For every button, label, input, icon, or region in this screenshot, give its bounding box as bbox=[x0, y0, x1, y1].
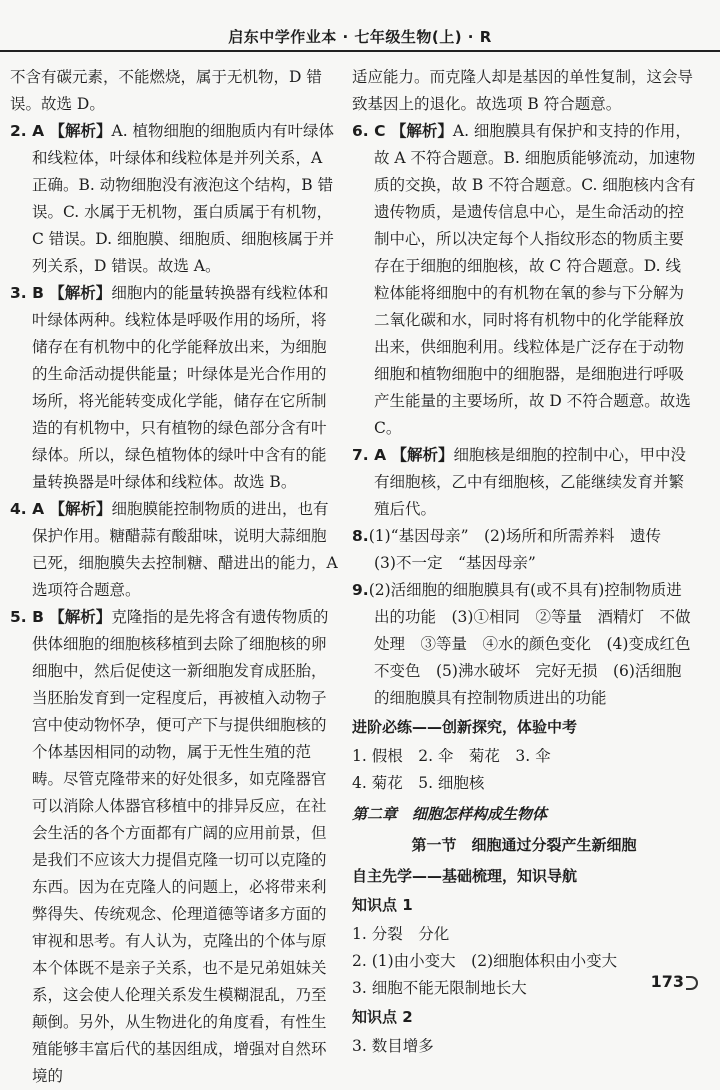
answer-text: 细胞内的能量转换器有线粒体和叶绿体两种。线粒体是呼吸作用的场所，将储存在有机物中的化学能释放出来，为细胞的生命活动提供能量；叶绿体是光合作用的场所，将光能转变成化学能，储存在它所制造的有机物中，只有植物的绿色部分含有叶绿体。所以，绿色植物体的绿叶中含有的能量转换器是叶绿体和线粒体。故选 B。 bbox=[32, 284, 329, 491]
answer-item bbox=[10, 604, 340, 1090]
answer-item bbox=[352, 118, 696, 442]
section-heading: 自主先学——基础梳理，知识导航 bbox=[352, 867, 578, 885]
section-heading: 知识点 2 bbox=[352, 1008, 413, 1026]
answer-text: 细胞膜能控制物质的进出，也有保护作用。糖醋蒜有酸甜味，说明大蒜细胞已死，细胞膜失去控制糖、醋进出的能力，A 选项符合题意。 bbox=[32, 500, 338, 599]
answer-letter: A bbox=[26, 500, 50, 518]
answer-text: (1)“基因母亲” (2)场所和所需养料 遗传 (3)不一定 “基因母亲” bbox=[368, 527, 677, 572]
question-number: 6. bbox=[352, 122, 369, 140]
section-title: 第一节 细胞通过分裂产生新细胞 bbox=[411, 836, 637, 854]
analysis-tag: 【解析】 bbox=[49, 284, 112, 302]
question-number: 8. bbox=[352, 527, 369, 545]
answer-line: 2. (1)由小变大 (2)细胞体积由小变大 bbox=[352, 952, 618, 970]
analysis-tag: 【解析】 bbox=[49, 122, 112, 140]
page-number: 173 bbox=[651, 972, 698, 991]
answer-line: 3. 细胞不能无限制地长大 bbox=[352, 979, 527, 997]
analysis-tag: 【解析】 bbox=[49, 500, 112, 518]
answer-line: 1. 分裂 分化 bbox=[352, 925, 450, 943]
answer-letter: C bbox=[368, 122, 391, 140]
answer-line: 3. 数目增多 bbox=[352, 1037, 434, 1055]
answer-item bbox=[10, 118, 340, 280]
answer-letter: B bbox=[26, 284, 50, 302]
continued-text: 适应能力。而克隆人却是基因的单性复制，这会导致基因上的退化。故选项 B 符合题意。 bbox=[352, 68, 694, 113]
answer-letter: A bbox=[26, 122, 50, 140]
analysis-tag: 【解析】 bbox=[391, 446, 454, 464]
answer-text: (2)活细胞的细胞膜具有(或不具有)控制物质进出的功能 (3)①相同 ②等量 酒精灯 不做处理 ③等量 ④水的颜色变化 (4)变成红色 不变色 (5)沸水破坏 完好无损 (6)活细胞的细胞膜具有控制物质进出的功能 bbox=[368, 581, 706, 707]
page-header bbox=[0, 0, 720, 56]
analysis-tag: 【解析】 bbox=[390, 122, 453, 140]
answer-item bbox=[10, 280, 340, 496]
answer-line: 4. 菊花 5. 细胞核 bbox=[352, 774, 485, 792]
answer-text: A. 细胞膜具有保护和支持的作用，故 A 不符合题意。B. 细胞质能够流动，加速物质的交换，故 B 不符合题意。C. 细胞核内含有遗传物质，是遗传信息中心，是生命活动的控制中心，所以决定每个人指纹形态的物质主要存在于细胞的细胞核，故 C 符合题意。D. 线粒体能将细胞中的有机物在氧的参与下分解为二氧化碳和水，同时将有机物中的化学能释放出来，供细胞利用。线粒体是广泛存在于动物细胞和植物细胞中的细胞器，是细胞进行呼吸产生能量的主要场所，故 D 不符合题意。故选 C。 bbox=[374, 122, 696, 437]
header-title: 启东中学作业本 · 七年级生物(上) · R bbox=[228, 28, 492, 46]
right-column bbox=[352, 64, 706, 1060]
answer-letter: A bbox=[368, 446, 392, 464]
answer-letter: B bbox=[26, 608, 50, 626]
question-number: 9. bbox=[352, 581, 369, 599]
answer-item bbox=[10, 496, 340, 604]
answer-text: 克隆指的是先将含有遗传物质的供体细胞的细胞核移植到去除了细胞核的卵细胞中，然后促使这一新细胞发育成胚胎，当胚胎发育到一定程度后，再被植入动物子宫中使动物怀孕，便可产下与提供细胞核的个体基因相同的动物，属于无性生殖的范畴。尽管克隆带来的好处很多，如克隆器官可以消除人体器官移植中的排异反应，在社会生活的各个方面都有广阔的应用前景，但是我们不应该大力提倡克隆一切可以克隆的东西。因为在克隆人的问题上，必将带来利弊得失、传统观念、伦理道德等诸多方面的审视和思考。有人认为，克隆出的个体与原本个体既不是亲子关系，也不是兄弟姐妹关系，这会使人伦理关系发生模糊混乱，乃至颠倒。另外，从生物进化的角度看，有性生殖能够丰富后代的基因组成，增强对自然环境的 bbox=[32, 608, 329, 1085]
answer-item bbox=[352, 577, 706, 712]
left-column bbox=[10, 64, 340, 1090]
section-heading: 进阶必练——创新探究，体验中考 bbox=[352, 718, 578, 736]
question-number: 2. bbox=[10, 122, 27, 140]
question-number: 4. bbox=[10, 500, 27, 518]
answer-item bbox=[352, 523, 696, 577]
answer-text: 细胞核是细胞的控制中心，甲中没有细胞核，乙中有细胞核，乙能继续发育并繁殖后代。 bbox=[374, 446, 687, 518]
continued-text: 不含有碳元素，不能燃烧，属于无机物，D 错误。故选 D。 bbox=[10, 68, 322, 113]
header-rule bbox=[0, 50, 720, 52]
answer-text: A. 植物细胞的细胞质内有叶绿体和线粒体，叶绿体和线粒体是并列关系，A 正确。B. 动物细胞没有液泡这个结构，B 错误。C. 水属于无机物，蛋白质属于有机物，C 错误。D. 细胞膜、细胞质、细胞核属于并列关系，D 错误。故选 A。 bbox=[32, 122, 335, 275]
answer-item bbox=[352, 442, 696, 523]
analysis-tag: 【解析】 bbox=[49, 608, 112, 626]
question-number: 3. bbox=[10, 284, 27, 302]
question-number: 5. bbox=[10, 608, 27, 626]
section-heading: 知识点 1 bbox=[352, 896, 413, 914]
question-number: 7. bbox=[352, 446, 369, 464]
answer-line: 1. 假根 2. 伞 菊花 3. 伞 bbox=[352, 747, 551, 765]
chapter-title: 第二章 细胞怎样构成生物体 bbox=[352, 805, 548, 823]
